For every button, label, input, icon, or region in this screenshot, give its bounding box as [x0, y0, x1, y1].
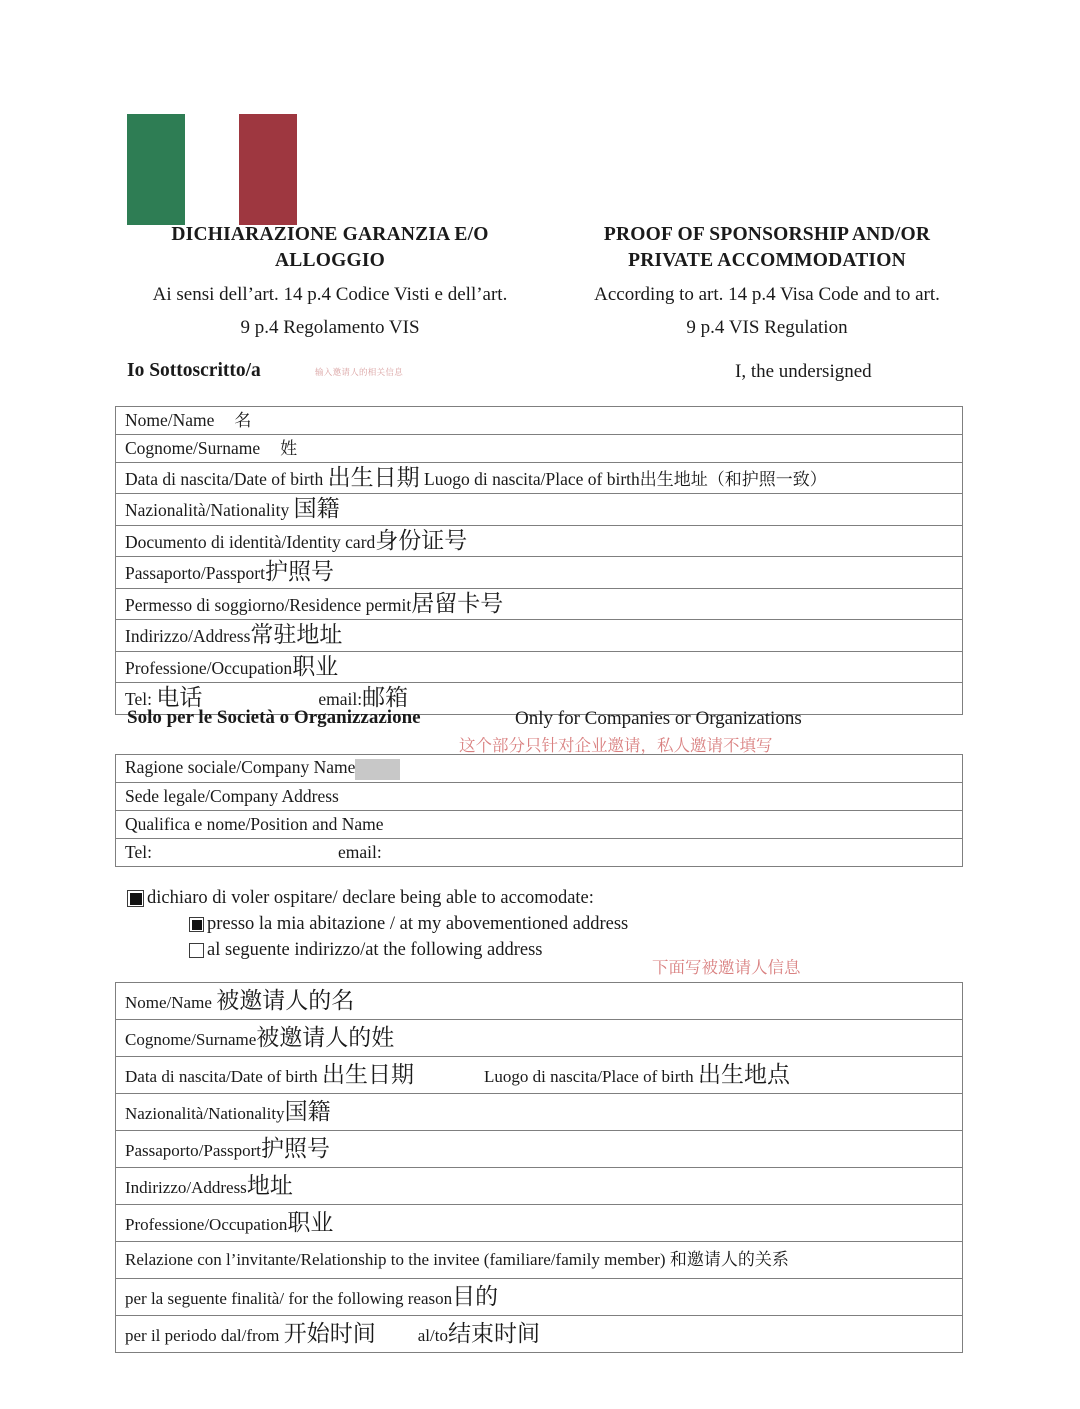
company-details-table — [115, 754, 963, 867]
undersigned-english: I, the undersigned — [735, 361, 872, 382]
table-row[interactable] — [116, 407, 963, 435]
table-row[interactable] — [116, 811, 963, 839]
field-label: Nazionalità/Nationality — [125, 1103, 285, 1123]
field-invitee-indirizzo[interactable] — [116, 1168, 963, 1205]
field-invitee-nome[interactable] — [116, 983, 963, 1020]
field-value: 地址 — [246, 1172, 293, 1199]
title-english-line2: PRIVATE ACCOMMODATION — [628, 250, 906, 271]
table-row[interactable] — [116, 557, 963, 588]
redaction-box — [355, 759, 400, 780]
title-italian — [115, 222, 545, 274]
table-row[interactable] — [116, 839, 963, 867]
field-value-secondary: 结束时间 — [447, 1320, 540, 1347]
table-row[interactable] — [116, 651, 963, 682]
field-label: Indirizzo/Address — [125, 1177, 247, 1197]
table-row[interactable] — [116, 525, 963, 556]
field-passaporto[interactable] — [116, 557, 963, 588]
field-label: Data di nascita/Date of birth — [125, 469, 324, 489]
declaration-option-1-text: presso la mia abitazione / at my abovementioned address — [207, 914, 629, 934]
field-documento-identita[interactable] — [116, 525, 963, 556]
field-label: Relazione con l’invitante/Relationship to the invitee (familiare/family member) — [125, 1250, 666, 1270]
table-row[interactable] — [116, 1057, 963, 1094]
flag-stripe-white — [185, 114, 239, 225]
header-italian — [115, 222, 545, 344]
title-italian-line2: ALLOGGIO — [275, 250, 385, 271]
invitee-details-table — [115, 982, 963, 1353]
field-invitee-relazione[interactable] — [116, 1242, 963, 1279]
subtitle-english-line1: According to art. 14 p.4 Visa Code and to art. — [594, 284, 940, 305]
field-label: Tel: — [125, 689, 152, 710]
field-company-tel-email[interactable] — [116, 839, 963, 867]
table-row[interactable] — [116, 1094, 963, 1131]
declaration-block — [127, 886, 975, 977]
field-invitee-cognome[interactable] — [116, 1020, 963, 1057]
subtitle-italian-line2: 9 p.4 Regolamento VIS — [240, 317, 420, 338]
field-nome[interactable] — [116, 407, 963, 435]
flag-stripe-green — [127, 114, 185, 225]
field-qualifica-nome[interactable] — [116, 811, 963, 839]
table-row[interactable] — [116, 1131, 963, 1168]
declaration-option-2[interactable] — [127, 938, 975, 963]
field-value: 职业 — [292, 653, 339, 680]
field-value: 出生日期 — [327, 465, 420, 491]
flag-stripe-red — [239, 114, 297, 225]
field-label-secondary: al/to — [417, 1325, 448, 1345]
field-label-secondary: email: — [318, 689, 363, 710]
field-value: 身份证号 — [375, 527, 468, 554]
checkbox-following-address[interactable] — [189, 943, 204, 958]
field-value: 居留卡号 — [411, 590, 504, 617]
inviter-details-table — [115, 406, 963, 715]
field-invitee-passaporto[interactable] — [116, 1131, 963, 1168]
field-permesso-soggiorno[interactable] — [116, 588, 963, 619]
field-value: 职业 — [287, 1209, 334, 1236]
field-label: Passaporto/Passport — [125, 1140, 261, 1160]
table-row[interactable] — [116, 620, 963, 651]
field-value: 开始时间 — [283, 1320, 376, 1347]
field-label: per il periodo dal/from — [125, 1325, 280, 1345]
field-value: 目的 — [452, 1283, 499, 1310]
field-value: 和邀请人的关系 — [669, 1250, 789, 1271]
field-label: Nome/Name — [125, 992, 212, 1012]
header-english — [545, 222, 975, 344]
table-row[interactable] — [116, 1242, 963, 1279]
table-row[interactable] — [116, 1316, 963, 1353]
field-label: Permesso di soggiorno/Residence permit — [125, 594, 412, 615]
field-label: Nazionalità/Nationality — [125, 500, 290, 521]
subtitle-english — [559, 278, 975, 344]
field-label: Nome/Name — [125, 409, 215, 430]
field-sede-legale[interactable] — [116, 783, 963, 811]
field-value: 电话 — [156, 685, 203, 712]
declaration-annotation: 下面写被邀请人信息 — [652, 958, 801, 977]
field-label-secondary: email: — [337, 842, 382, 863]
table-row[interactable] — [116, 983, 963, 1020]
declaration-main-text: dichiaro di voler ospitare/ declare being able to accomodate: — [147, 888, 594, 908]
field-cognome[interactable] — [116, 435, 963, 463]
field-indirizzo[interactable] — [116, 620, 963, 651]
field-label: Cognome/Surname — [125, 1029, 257, 1049]
declaration-main-line[interactable] — [127, 886, 975, 911]
field-value-secondary: 邮箱 — [362, 685, 409, 712]
field-label: Sede legale/Company Address — [125, 786, 339, 807]
checkbox-my-address[interactable] — [189, 917, 204, 932]
field-professione[interactable] — [116, 651, 963, 682]
field-ragione-sociale[interactable] — [116, 755, 963, 783]
field-invitee-professione[interactable] — [116, 1205, 963, 1242]
declaration-option-1[interactable] — [127, 912, 975, 937]
field-value: 国籍 — [293, 496, 340, 523]
field-label: Professione/Occupation — [125, 657, 293, 678]
field-value: 护照号 — [265, 559, 334, 586]
field-invitee-nazionalita[interactable] — [116, 1094, 963, 1131]
field-value: 被邀请人的姓 — [256, 1024, 395, 1051]
declaration-option-2-text: al seguente indirizzo/at the following address — [207, 940, 543, 960]
field-value-secondary: 出生地点 — [697, 1061, 790, 1088]
title-english-line1: PROOF OF SPONSORSHIP AND/OR — [603, 224, 931, 245]
table-row[interactable] — [116, 463, 963, 494]
undersigned-line — [127, 360, 975, 388]
field-label: Tel: — [125, 842, 152, 863]
field-label: per la seguente finalità/ for the following reason — [125, 1288, 453, 1308]
table-row[interactable] — [116, 1020, 963, 1057]
table-row[interactable] — [116, 755, 963, 783]
checkbox-declare-accommodate[interactable] — [127, 890, 144, 907]
subtitle-italian-line1: Ai sensi dell’art. 14 p.4 Codice Visti e dell’art. — [152, 284, 508, 305]
title-english — [559, 222, 975, 274]
field-label: Data di nascita/Date of birth — [125, 1066, 318, 1086]
field-value: 被邀请人的名 — [216, 987, 355, 1014]
undersigned-italian: Io Sottoscritto/a — [127, 360, 261, 381]
table-row[interactable] — [116, 783, 963, 811]
table-row[interactable] — [116, 1168, 963, 1205]
italian-flag — [127, 114, 297, 225]
company-header-english: Only for Companies or Organizations — [515, 708, 802, 729]
table-row[interactable] — [116, 1205, 963, 1242]
field-nazionalita[interactable] — [116, 494, 963, 525]
field-label: Cognome/Surname — [125, 437, 261, 458]
field-value: 常驻地址 — [250, 622, 343, 649]
field-invitee-data-luogo-nascita[interactable] — [116, 1057, 963, 1094]
table-row[interactable] — [116, 435, 963, 463]
subtitle-italian — [115, 278, 545, 344]
field-label: Indirizzo/Address — [125, 626, 251, 647]
company-section-annotation: 这个部分只针对企业邀请，私人邀请不填写 — [459, 736, 773, 755]
field-label: Ragione sociale/Company Name — [125, 757, 356, 778]
table-row[interactable] — [116, 494, 963, 525]
undersigned-annotation: 输入邀请人的相关信息 — [315, 368, 404, 378]
field-value: 国籍 — [284, 1098, 331, 1125]
field-invitee-periodo[interactable] — [116, 1316, 963, 1353]
field-label: Professione/Occupation — [125, 1214, 288, 1234]
title-italian-line1: DICHIARAZIONE GARANZIA E/O — [171, 224, 489, 245]
field-invitee-finalita[interactable] — [116, 1279, 963, 1316]
field-value: 名 — [234, 410, 252, 431]
field-value-secondary: 出生地址（和护照一致） — [639, 470, 827, 490]
field-data-luogo-nascita[interactable] — [116, 463, 963, 494]
field-label: Qualifica e nome/Position and Name — [125, 814, 384, 835]
document-header — [115, 222, 975, 344]
field-label-secondary: Luogo di nascita/Place of birth — [424, 469, 640, 489]
field-label-secondary: Luogo di nascita/Place of birth — [483, 1066, 694, 1086]
table-row[interactable] — [116, 588, 963, 619]
field-value: 姓 — [280, 438, 298, 459]
table-row[interactable] — [116, 1279, 963, 1316]
field-label: Documento di identità/Identity card — [125, 531, 376, 552]
field-value: 出生日期 — [321, 1061, 414, 1088]
field-label: Passaporto/Passport — [125, 563, 265, 584]
subtitle-english-line2: 9 p.4 VIS Regulation — [686, 317, 848, 338]
company-header-italian: Solo per le Società o Organizzazione — [127, 707, 421, 728]
field-value: 护照号 — [261, 1135, 330, 1162]
